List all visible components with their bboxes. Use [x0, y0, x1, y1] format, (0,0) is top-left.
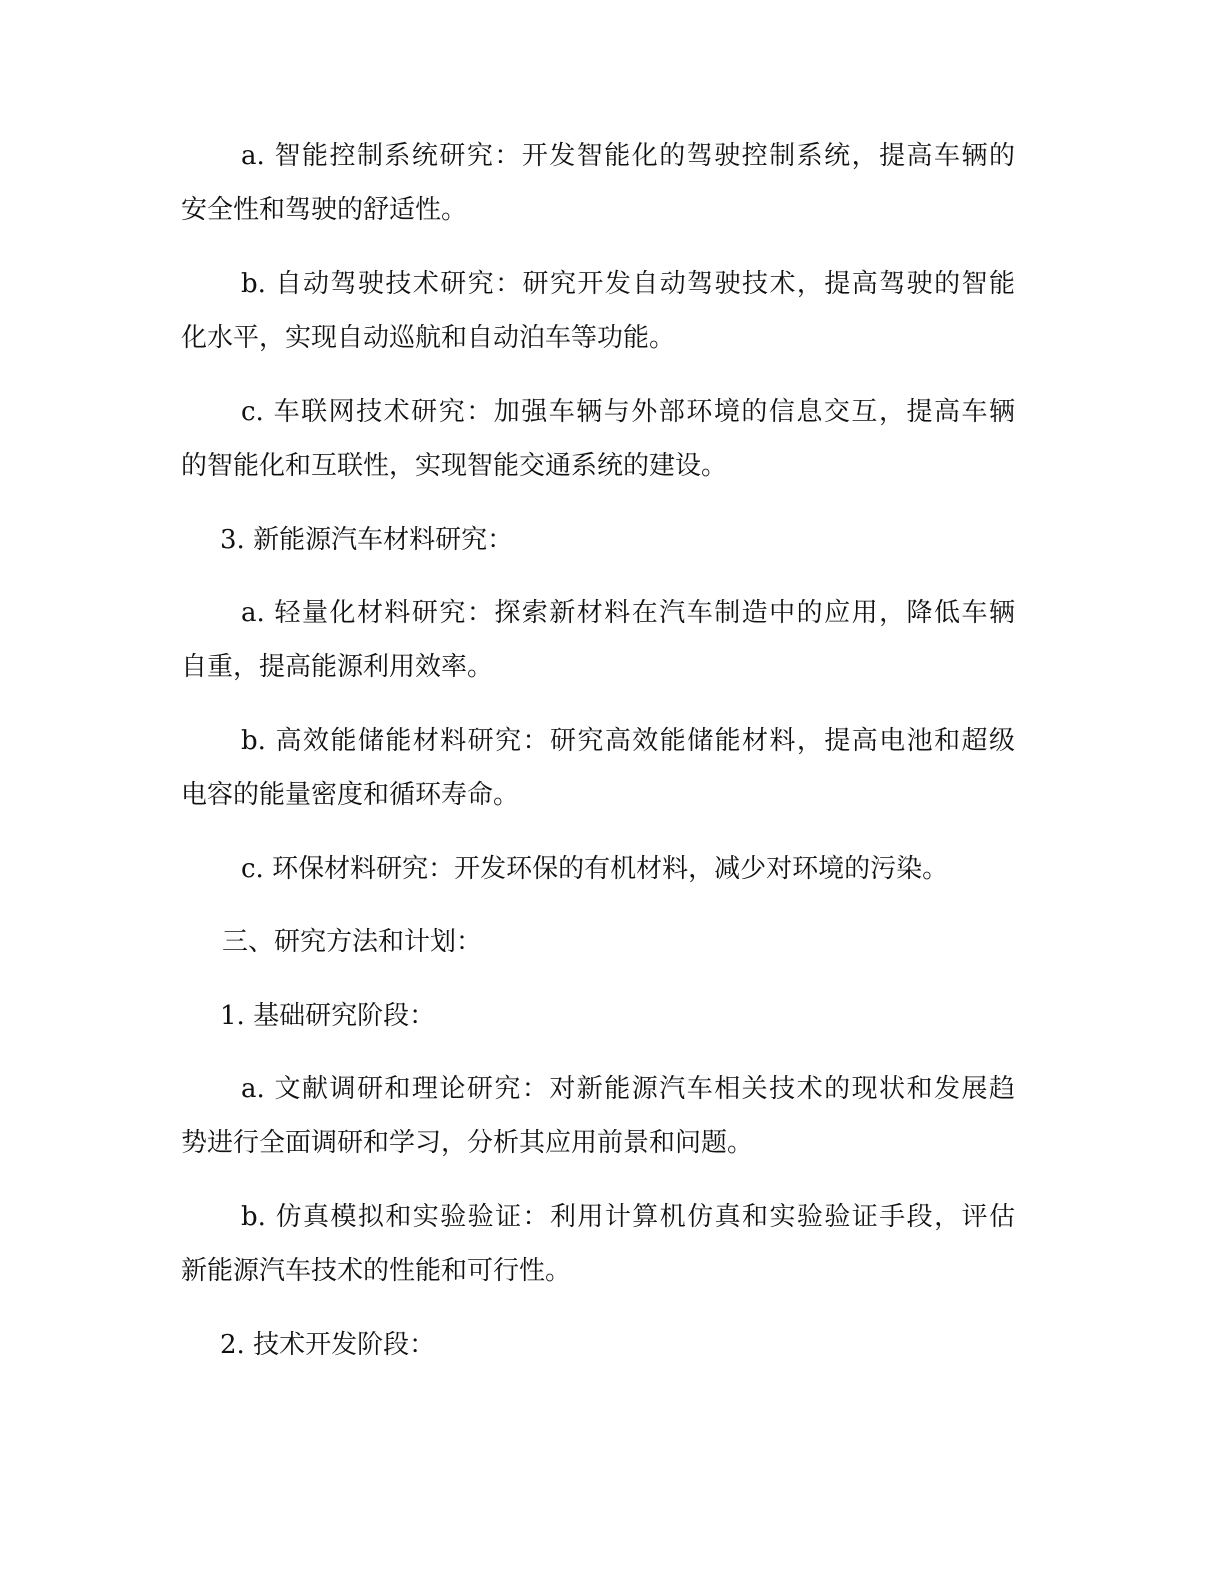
paragraph-1-line-1 — [0, 136, 1224, 176]
section-heading-3 — [0, 520, 1224, 560]
text-line: a. 文献调研和理论研究：对新能源汽车相关技术的现状和发展趋 — [241, 1074, 1015, 1104]
text-line: 势进行全面调研和学习，分析其应用前景和问题。 — [181, 1128, 754, 1158]
paragraph-6-line-2 — [0, 775, 1224, 815]
text-line: b. 自动驾驶技术研究：研究开发自动驾驶技术，提高驾驶的智能 — [241, 269, 1015, 299]
subheading-2 — [0, 1325, 1224, 1365]
text-line: b. 仿真模拟和实验验证：利用计算机仿真和实验验证手段，评估 — [241, 1202, 1015, 1232]
paragraph-1-line-2 — [0, 190, 1224, 230]
paragraph-5-line-1 — [0, 593, 1224, 633]
section-heading-three — [0, 922, 1224, 962]
text-line: c. 车联网技术研究：加强车辆与外部环境的信息交互，提高车辆 — [241, 397, 1015, 427]
paragraph-10-line-1 — [0, 1069, 1224, 1109]
text-line: 新能源汽车技术的性能和可行性。 — [181, 1256, 572, 1286]
text-line: b. 高效能储能材料研究：研究高效能储能材料，提高电池和超级 — [241, 726, 1015, 756]
paragraph-3-line-2 — [0, 446, 1224, 486]
text-line: 三、研究方法和计划： — [222, 927, 483, 957]
text-line: 化水平，实现自动巡航和自动泊车等功能。 — [181, 323, 676, 353]
paragraph-2-line-2 — [0, 318, 1224, 358]
paragraph-2-line-1 — [0, 264, 1224, 304]
text-line: 3. 新能源汽车材料研究： — [220, 525, 514, 555]
text-line: 2. 技术开发阶段： — [220, 1330, 436, 1360]
paragraph-6-line-1 — [0, 721, 1224, 761]
text-line: a. 轻量化材料研究：探索新材料在汽车制造中的应用，降低车辆 — [241, 598, 1015, 628]
text-line: 的智能化和互联性，实现智能交通系统的建设。 — [181, 451, 728, 481]
text-line: c. 环保材料研究：开发环保的有机材料，减少对环境的污染。 — [241, 854, 949, 884]
paragraph-10-line-2 — [0, 1123, 1224, 1163]
paragraph-7-line-1 — [0, 849, 1224, 889]
paragraph-5-line-2 — [0, 647, 1224, 687]
text-line: a. 智能控制系统研究：开发智能化的驾驶控制系统，提高车辆的 — [241, 141, 1015, 171]
subheading-1 — [0, 996, 1224, 1036]
text-line: 电容的能量密度和循环寿命。 — [181, 780, 520, 810]
paragraph-11-line-1 — [0, 1197, 1224, 1237]
text-line: 安全性和驾驶的舒适性。 — [181, 195, 468, 225]
text-line: 自重，提高能源利用效率。 — [181, 652, 494, 682]
paragraph-11-line-2 — [0, 1251, 1224, 1291]
paragraph-3-line-1 — [0, 392, 1224, 432]
text-line: 1. 基础研究阶段： — [220, 1001, 436, 1031]
